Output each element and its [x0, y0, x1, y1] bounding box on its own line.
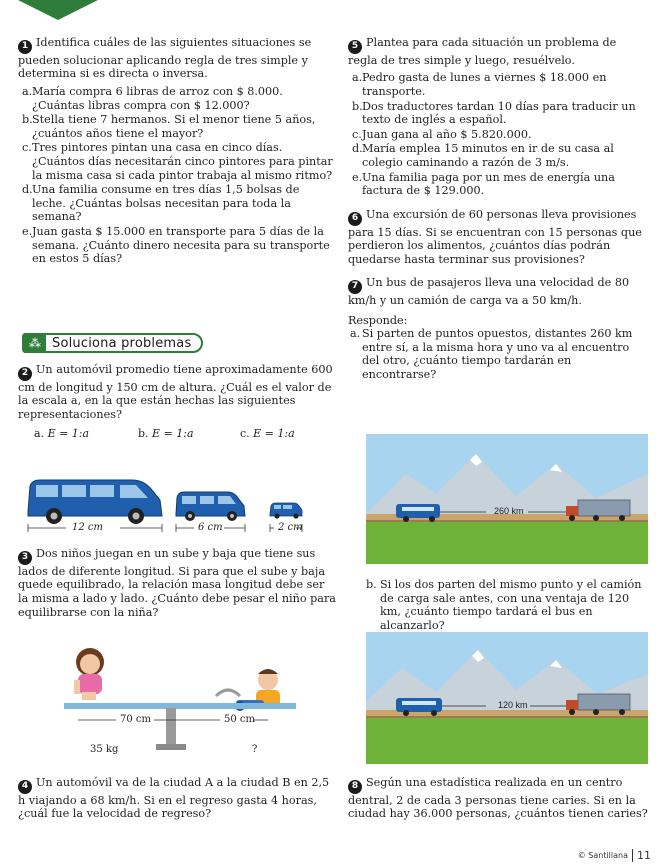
problem-text: Identifica cuáles de las siguientes situaciones se pueden solucionar aplicando regla de tres simple y determina si es directa o inversa.: [18, 36, 312, 81]
problem-number: 5: [348, 40, 362, 54]
girl-figure: [74, 648, 104, 700]
list-item: [348, 171, 648, 198]
list-item: [18, 225, 336, 266]
left-length-label: 70 cm: [120, 714, 151, 725]
list-item: [348, 128, 648, 142]
item-text: María compra 6 libras de arroz con $ 8.000. ¿Cuántas libras compra con $ 12.000?: [32, 84, 283, 112]
problem-2: [18, 363, 336, 422]
item-letter: a.: [350, 327, 361, 341]
right-column: [348, 36, 648, 382]
problem-1-items: [18, 85, 336, 266]
list-item: [348, 142, 648, 169]
problem-number: 1: [18, 40, 32, 54]
problem-text: Un automóvil va de la ciudad A a la ciudad B en 2,5 h viajando a 68 km/h. Si en el regreso gasta 4 horas, ¿cuál fue la velocidad de regreso?: [18, 776, 330, 821]
problem-text: Un bus de pasajeros lleva una velocidad de 80 km/h y un camión de carga va a 50 km/h.: [348, 276, 630, 308]
page-footer: [578, 849, 651, 862]
problem-5: [348, 36, 648, 198]
item-letter: c.: [352, 127, 362, 141]
item-text: Stella tiene 7 hermanos. Si el menor tiene 5 años, ¿cuántos años tiene el mayor?: [32, 113, 316, 140]
problem-1: [18, 36, 336, 266]
problem-8: [348, 776, 648, 821]
right-length-label: 50 cm: [224, 714, 255, 725]
item-letter: a.: [352, 71, 363, 85]
section-banner: [22, 333, 203, 353]
problem-3: [18, 547, 336, 619]
item-letter: e.: [22, 224, 33, 238]
problem-number: 2: [18, 367, 32, 381]
problem-7: [348, 276, 648, 381]
car-label-small: 2 cm: [278, 522, 303, 533]
item-text: Una familia consume en tres días 1,5 bolsas de leche. ¿Cuántas bolsas necesitan para toda la semana?: [32, 183, 300, 224]
option-letter: b.: [138, 427, 149, 440]
option-letter: a.: [34, 427, 45, 440]
problem-6: [348, 208, 648, 267]
large-car: [28, 480, 162, 524]
responde-label: Responde:: [348, 313, 408, 327]
left-column: [18, 36, 336, 267]
list-item: [18, 183, 336, 224]
list-item: [18, 141, 336, 182]
item-letter: c.: [22, 141, 32, 155]
puzzle-icon: ⁂: [24, 333, 46, 353]
problem-number: 6: [348, 212, 362, 226]
medium-car: [176, 492, 245, 521]
problem-text: Un automóvil promedio tiene aproximadamente 600 cm de longitud y 150 cm de altura. ¿Cuál es el valor de la escala a, en la que están hechas las siguientes representaciones?: [18, 363, 333, 421]
corner-decoration: [18, 0, 98, 20]
publisher-credit: © Santillana: [577, 851, 628, 860]
distance-label-a: 260 km: [494, 506, 524, 516]
problem-number: 8: [348, 780, 362, 794]
problem-text: Una excursión de 60 personas lleva provisiones para 15 días. Si se encuentran con 15 personas que perdieron los alimentos, ¿cuántos días podrán quedarse hasta terminar sus provisiones?: [348, 207, 642, 266]
item-text: Dos traductores tardan 10 días para traducir un texto de inglés a español.: [362, 99, 636, 127]
list-item: [348, 100, 648, 127]
seesaw-illustration: [60, 640, 300, 760]
distance-label-b: 120 km: [498, 700, 528, 710]
list-item: [18, 85, 336, 112]
item-text: Pedro gasta de lunes a viernes $ 18.000 en transporte.: [362, 71, 607, 98]
small-car: [270, 503, 302, 519]
scale-options: [34, 427, 334, 440]
item-letter: a.: [22, 84, 33, 98]
item-text: María emplea 15 minutos en ir de su casa al colegio caminando a razón de 3 m/s.: [362, 142, 614, 169]
problem-number: 4: [18, 780, 32, 794]
scale-option: [138, 427, 240, 440]
scale-option: [240, 427, 330, 440]
road-illustration-a: [366, 434, 648, 564]
left-mass-label: 35 kg: [90, 744, 119, 755]
problem-text: Según una estadística realizada en un centro dentral, 2 de cada 3 personas tiene caries. Si en la ciudad hay 36.000 personas, ¿cuántos tienen caries?: [348, 776, 648, 821]
option-text: E = 1:a: [152, 427, 194, 440]
car-scale-lines: [28, 524, 302, 532]
item-text: Juan gasta $ 15.000 en transporte para 5 días de la semana. ¿Cuánto dinero necesita para su transporte en estos 5 días?: [32, 224, 330, 266]
problem-4: [18, 776, 336, 821]
item-text: Una familia paga por un mes de energía una factura de $ 129.000.: [362, 170, 615, 198]
problem-number: 3: [18, 551, 32, 565]
option-letter: c.: [240, 427, 250, 440]
road-illustration-b: [366, 632, 648, 764]
car-label-medium: 6 cm: [198, 522, 223, 533]
item-letter: d.: [352, 142, 363, 156]
problem-number: 7: [348, 280, 362, 294]
option-text: E = 1:a: [253, 427, 295, 440]
item-letter: b.: [352, 99, 363, 113]
page-number: 11: [632, 849, 651, 862]
item-text: Juan gana al año $ 5.820.000.: [362, 127, 532, 141]
problem-text: Plantea para cada situación un problema de regla de tres simple y luego, resuélvelo.: [348, 36, 617, 67]
item-letter: e.: [352, 170, 363, 184]
list-item: [18, 113, 336, 140]
item-letter: b.: [22, 113, 33, 127]
item-text: Si parten de puntos opuestos, distantes 260 km entre sí, a la misma hora y uno va al encuentro del otro, ¿cuánto tiempo tardarán en encontrarse?: [362, 327, 633, 382]
list-item: [348, 71, 648, 98]
item-text: Si los dos parten del mismo punto y el camión de carga sale antes, con una ventaja de 120 km, ¿cuánto tiempo tardará el bus en alcanzarlo?: [380, 578, 642, 632]
scale-option: [34, 427, 138, 440]
problem-7-item-a: [348, 327, 648, 381]
item-letter: d.: [22, 183, 33, 197]
problem-5-items: [348, 71, 648, 197]
item-letter: b.: [366, 578, 377, 591]
car-label-large: 12 cm: [72, 522, 103, 533]
option-text: E = 1:a: [47, 427, 90, 440]
problem-7-item-b: [366, 578, 648, 632]
right-mass-label: ?: [252, 744, 258, 755]
section-title: Soluciona problemas: [52, 335, 192, 351]
problem-text: Dos niños juegan en un sube y baja que tiene sus lados de diferente longitud. Si para que el sube y baja quede equilibrado, la relación masa longitud debe ser la misma a lado y lado. ¿Cuánto debe pesar el niño para equilibrarse con la niña?: [18, 547, 336, 619]
item-text: Tres pintores pintan una casa en cinco días. ¿Cuántos días necesitarán cinco pintores para pintar la misma casa si cada pintor trabaja al mismo ritmo?: [32, 141, 333, 182]
